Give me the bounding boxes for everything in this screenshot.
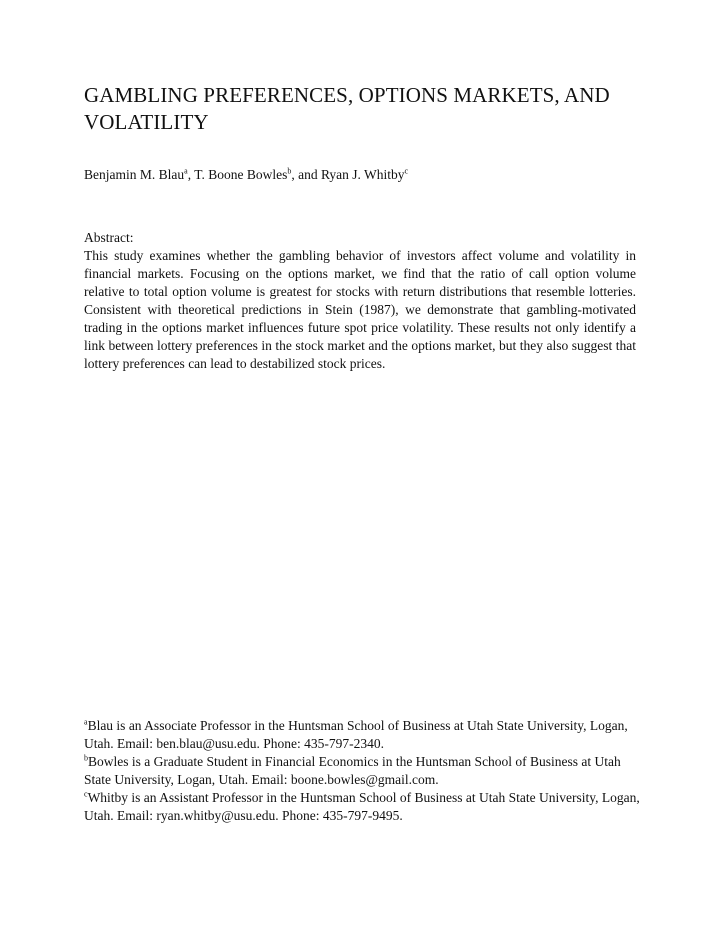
author-name: Benjamin M. Blau	[84, 167, 185, 182]
author-affiliation-mark: c	[404, 166, 409, 176]
author-affiliation-mark: b	[287, 166, 292, 176]
author-name: T. Boone Bowles	[194, 167, 288, 182]
author-separator: , and	[291, 167, 321, 182]
footnote	[84, 753, 644, 789]
abstract-heading: Abstract:	[84, 230, 134, 245]
footnote-text: Bowles is a Graduate Student in Financial Economics in the Huntsman School of Business at Utah State University, Logan, Utah. Email: boone.bowles@gmail.com.	[84, 754, 621, 787]
footnote-text: Whitby is an Assistant Professor in the Huntsman School of Business at Utah State University, Logan, Utah. Email: ryan.whitby@usu.edu. Phone: 435-797-9495.	[84, 790, 640, 823]
author-name: Ryan J. Whitby	[320, 167, 405, 182]
abstract-body: This study examines whether the gambling behavior of investors affect volume and volatility in financial markets. Focusing on the options market, we find that the ratio of call option volume relative to total option volume is greatest for stocks with return distributions that resemble lotteries. Consistent with theoretical predictions in Stein (1987), we demonstrate that gambling-motivated trading in the options market influences future spot price volatility. These results not only identify a link between lottery preferences in the stock market and the options market, but they also suggest that lottery preferences can lead to destabilized stock prices.	[84, 248, 636, 371]
footnote-mark: a	[84, 717, 88, 727]
footnote-text: Blau is an Associate Professor in the Huntsman School of Business at Utah State University, Logan, Utah. Email: ben.blau@usu.edu. Phone: 435-797-2340.	[84, 718, 628, 751]
footnote-mark: c	[84, 789, 88, 799]
footnote	[84, 717, 644, 753]
paper-title: GAMBLING PREFERENCES, OPTIONS MARKETS, AND VOLATILITY	[84, 83, 610, 134]
footnote	[84, 789, 644, 825]
author-affiliation-mark: a	[184, 166, 188, 176]
author-separator: ,	[187, 167, 195, 182]
author-line	[84, 166, 408, 184]
footnote-mark: b	[84, 753, 88, 763]
footnotes	[84, 717, 644, 825]
